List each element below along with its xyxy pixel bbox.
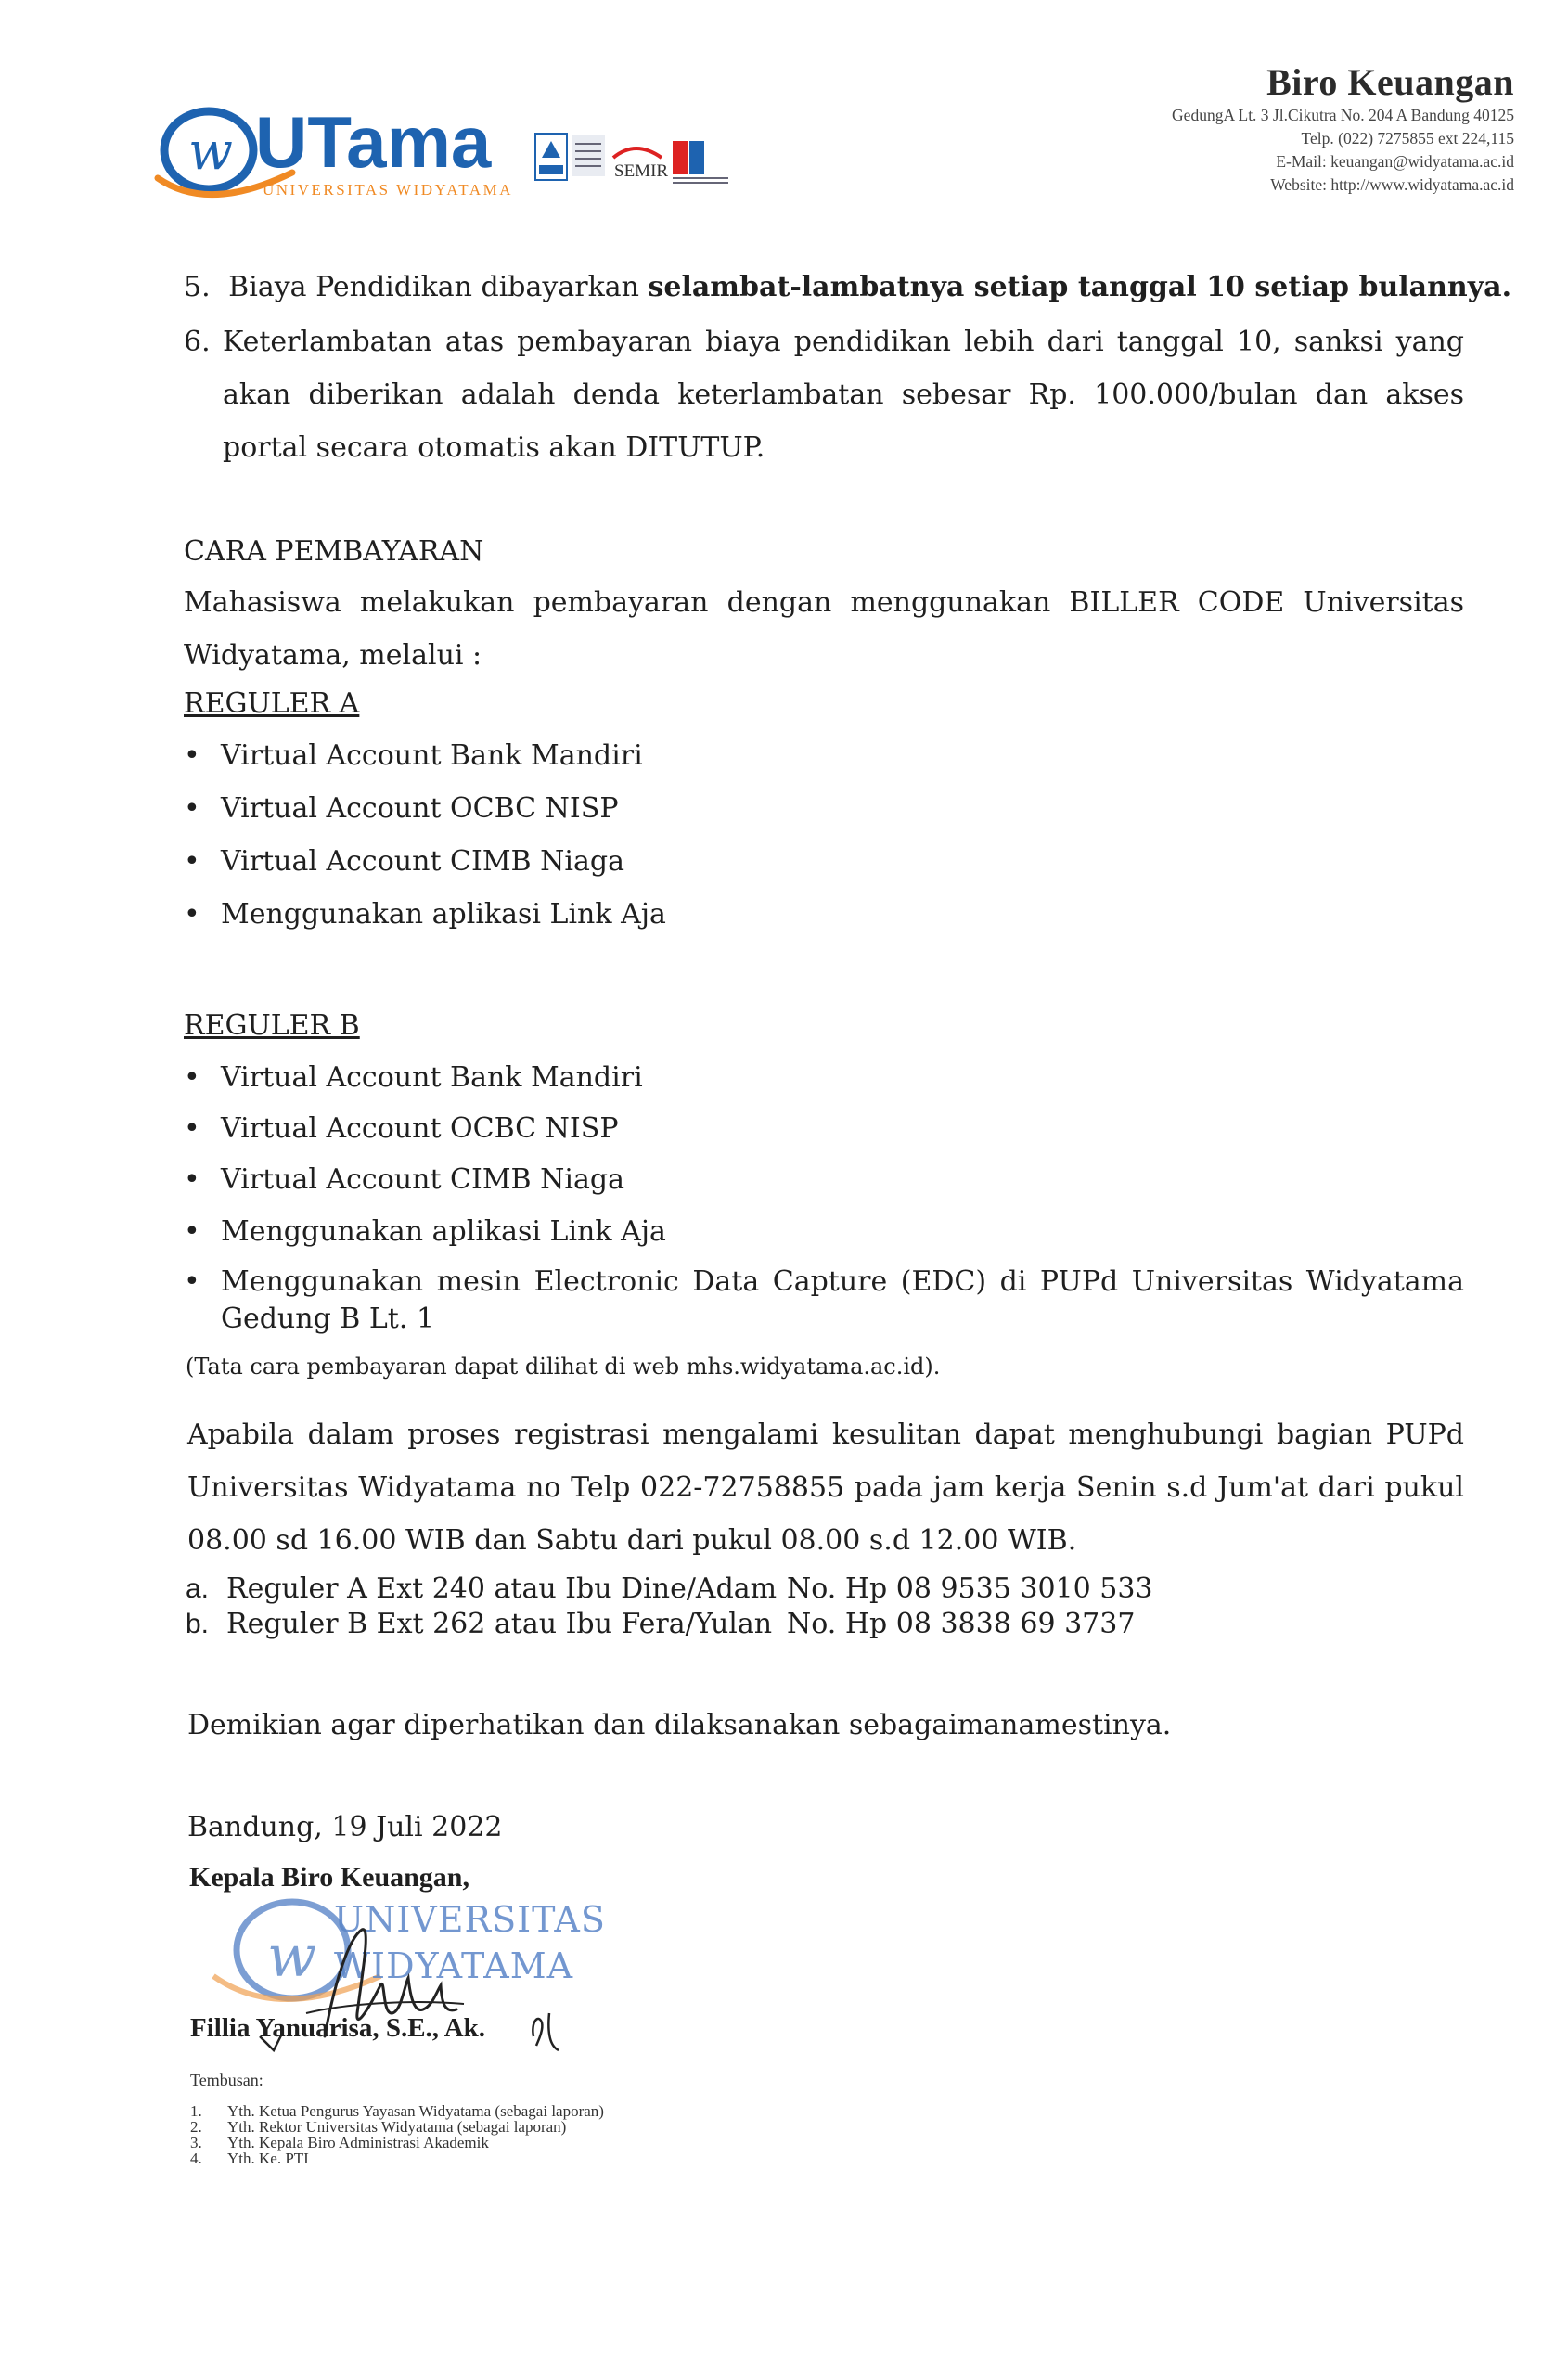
logo-emblem [153,93,747,204]
item-6-text: Keterlambatan atas pembayaran biaya pendidikan lebih dari tanggal 10, sanksi yang akan diberikan adalah denda keterlambatan sebesar Rp. 100.000/bulan dan akses portal secara otomatis akan [223,326,1464,464]
bullet-dot: • [184,898,200,931]
item-5 [184,269,1511,306]
signatory-name: Fillia Yanuarisa, S.E., Ak. [190,2013,486,2043]
cara-intro: Mahasiswa melakukan pembayaran dengan menggunakan BILLER CODE Universitas Widyatama, melalui : [184,586,1464,672]
tembusan-item: 1. Yth. Ketua Pengurus Yayasan Widyatama (sebagai laporan) [190,2102,604,2120]
reguler-b-item: • Virtual Account Bank Mandiri [184,1059,643,1097]
contact-row: b. Reguler B Ext 262 atau Ibu Fera/Yulan No. Hp 08 3838 69 3737 [186,1608,1136,1640]
signatory-position: Kepala Biro Keuangan, [189,1862,469,1893]
reguler-b-item: • Menggunakan aplikasi Link Aja [184,1213,666,1251]
logo-subtext: UNIVERSITAS WIDYATAMA [263,181,513,199]
reguler-b-item: • Virtual Account CIMB Niaga [184,1162,624,1199]
bullet-dot: • [184,845,200,878]
bullet-dot: • [184,1163,200,1196]
logo-wordmark: UTama [255,101,492,183]
closing-sentence: Demikian agar diperhatikan dan dilaksanakan sebagaimanamestinya. [187,1709,1172,1741]
item-5-text: Biaya Pendidikan dibayarkan [228,271,649,303]
bullet-dot: • [184,1265,200,1298]
reguler-a-item: • Virtual Account CIMB Niaga [184,843,624,880]
university-logo [153,93,747,204]
bullet-dot: • [184,1061,200,1094]
department-title: Biro Keuangan [1266,61,1514,103]
bullet-dot: • [184,1215,200,1248]
tembusan-item: 4. Yth. Ke. PTI [190,2150,309,2167]
help-paragraph: Apabila dalam proses registrasi mengalami kesulitan dapat menghubungi bagian PUPd Universitas Widyatama no Telp 022-72758855 pada jam kerja Senin s.d Jum'at dari pukul 08.00 sd 16.00 WIB dan Sabtu dari pukul 08.00 s.d 12.00 WIB. [187,1419,1464,1557]
payment-note: (Tata cara pembayaran dapat dilihat di web mhs.widyatama.ac.id). [186,1354,941,1380]
tembusan-item: 3. Yth. Kepala Biro Administrasi Akademik [190,2134,489,2151]
svg-text:w: w [188,122,233,182]
reguler-b-heading: REGULER B [184,1009,360,1042]
item-6-number: 6. [184,326,211,358]
item-6-end: DITUTUP. [625,431,765,464]
email-line: E-Mail: keuangan@widyatama.ac.id [1276,152,1514,171]
reguler-b-item: • Virtual Account OCBC NISP [184,1110,619,1148]
cara-heading: CARA PEMBAYARAN [184,535,484,568]
bullet-dot: • [184,739,200,772]
tembusan-label: Tembusan: [190,2071,263,2089]
item-5-bold: selambat-lambatnya setiap tanggal 10 setiap bulannya. [648,271,1512,303]
item-6 [184,315,1464,474]
svg-text:UNIVERSITAS: UNIVERSITAS [334,1899,606,1940]
contact-row: a. Reguler A Ext 240 atau Ibu Dine/Adam No. Hp 08 9535 3010 533 [186,1573,1153,1605]
address-line: GedungA Lt. 3 Jl.Cikutra No. 204 A Bandung 40125 [1172,106,1514,124]
svg-text:WIDYATAMA: WIDYATAMA [334,1945,574,1986]
reguler-a-item: • Virtual Account Bank Mandiri [184,738,643,775]
letterhead-info [1172,61,1514,197]
item-5-number: 5. [184,271,211,303]
svg-text:w: w [267,1922,317,1990]
tembusan-item: 2. Yth. Rektor Universitas Widyatama (sebagai laporan) [190,2118,567,2136]
reguler-a-item: • Menggunakan aplikasi Link Aja [184,896,666,933]
phone-line: Telp. (022) 7275855 ext 224,115 [1301,129,1514,148]
reguler-a-item: • Virtual Account OCBC NISP [184,790,619,828]
reguler-b-item: • Menggunakan mesin Electronic Data Capture (EDC) di PUPd Universitas Widyatama Gedung B Lt. 1 [184,1264,1464,1338]
badge-semair: SEMIR [614,161,669,181]
place-date: Bandung, 19 Juli 2022 [187,1811,503,1843]
reguler-a-heading: REGULER A [184,687,360,720]
bullet-dot: • [184,792,200,825]
bullet-dot: • [184,1112,200,1145]
website-line: Website: http://www.widyatama.ac.id [1270,175,1514,194]
